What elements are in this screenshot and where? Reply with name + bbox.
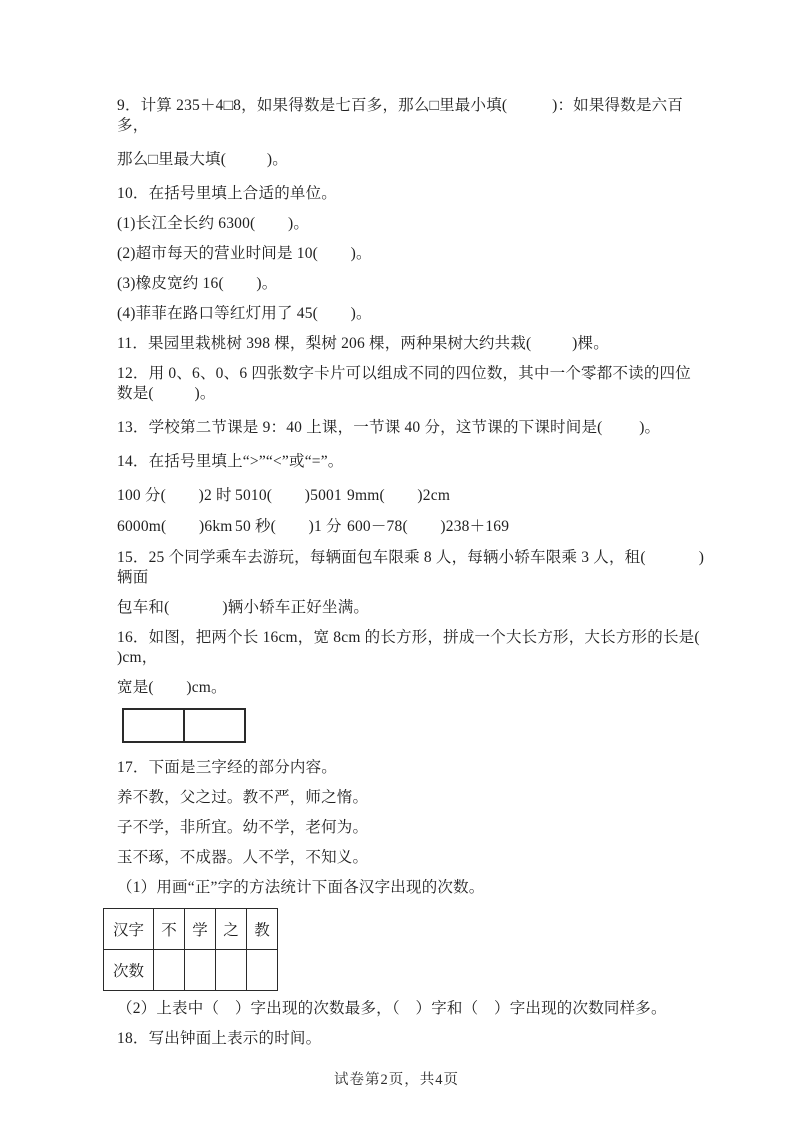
compare-item: 600－78( )238＋169	[347, 518, 510, 535]
tally-table-character-row	[104, 909, 278, 950]
question-12: 12．用 0、6、0、6 四张数字卡片可以组成不同的四位数，其中一个零都不读的四位数是( )。	[117, 365, 691, 402]
table-cell-blank	[247, 950, 278, 991]
question-9-line-2: 那么□里最大填( )。	[117, 151, 288, 168]
question-16-line-1: 16．如图，把两个长 16cm，宽 8cm 的长方形，拼成一个大长方形，大长方形的长是( )cm，	[117, 629, 737, 666]
table-cell: 学	[185, 909, 216, 950]
compare-item: 5010( )5001	[235, 487, 342, 504]
question-10-title: 10．在括号里填上合适的单位。	[117, 185, 338, 202]
question-15-line-2: 包车和( )辆小轿车正好坐满。	[117, 599, 370, 616]
question-13: 13．学校第二节课是 9：40 上课，一节课 40 分，这节课的下课时间是( )。	[117, 419, 661, 436]
table-cell-blank	[154, 950, 185, 991]
table-cell: 教	[247, 909, 278, 950]
question-17-verse-3: 玉不琢，不成器。人不学，不知义。	[117, 849, 369, 866]
question-17-verse-2: 子不学，非所宜。幼不学，老何为。	[117, 819, 369, 836]
compare-item: 100 分( )2 时	[117, 487, 232, 504]
tally-table	[103, 908, 278, 991]
question-9-line-1: 9．计算 235＋4□8，如果得数是七百多，那么□里最小填( )：如果得数是六百多，	[117, 97, 684, 134]
compare-item: 50 秒( )1 分	[235, 518, 342, 535]
compare-item: 6000m( )6km	[117, 518, 233, 535]
table-cell-blank	[185, 950, 216, 991]
question-17-sub-1: （1）用画“正”字的方法统计下面各汉字出现的次数。	[117, 879, 485, 896]
question-10-item-2: (2)超市每天的营业时间是 10( )。	[117, 245, 372, 262]
question-14-row-2	[117, 517, 705, 537]
compare-item: 9mm( )2cm	[347, 487, 451, 504]
question-11: 11．果园里栽桃树 398 棵，梨树 206 棵，两种果树大约共栽( )棵。	[117, 335, 609, 352]
table-cell: 不	[154, 909, 185, 950]
question-15-line-1: 15．25 个同学乘车去游玩，每辆面包车限乘 8 人，每辆小轿车限乘 3 人，租( )辆面	[117, 549, 705, 586]
table-cell: 次数	[104, 950, 154, 991]
question-14-row-1	[117, 486, 705, 506]
question-14-title: 14．在括号里填上“>”“<”或“=”。	[117, 453, 344, 470]
question-10-item-1: (1)长江全长约 6300( )。	[117, 215, 310, 232]
table-cell: 汉字	[104, 909, 154, 950]
question-10-item-4: (4)菲菲在路口等红灯用了 45( )。	[117, 305, 372, 322]
question-10-item-3: (3)橡皮宽约 16( )。	[117, 275, 278, 292]
question-17-title: 17．下面是三字经的部分内容。	[117, 759, 338, 776]
question-18-title: 18．写出钟面上表示的时间。	[117, 1030, 322, 1047]
question-16-line-2: 宽是( )cm。	[117, 679, 227, 696]
question-17-sub-2: （2）上表中（ ）字出现的次数最多，（ ）字和（ ）字出现的次数同样多。	[117, 1000, 667, 1017]
question-17-verse-1: 养不教，父之过。教不严，师之惰。	[117, 789, 369, 806]
tally-table-count-row	[104, 950, 278, 991]
table-cell-blank	[216, 950, 247, 991]
table-cell: 之	[216, 909, 247, 950]
page-number-footer: 试卷第2页，共4页	[334, 1072, 459, 1088]
question-16-rectangle-figure	[122, 708, 246, 743]
rectangle-left-cell	[124, 710, 183, 741]
rectangle-right-cell	[183, 710, 244, 741]
